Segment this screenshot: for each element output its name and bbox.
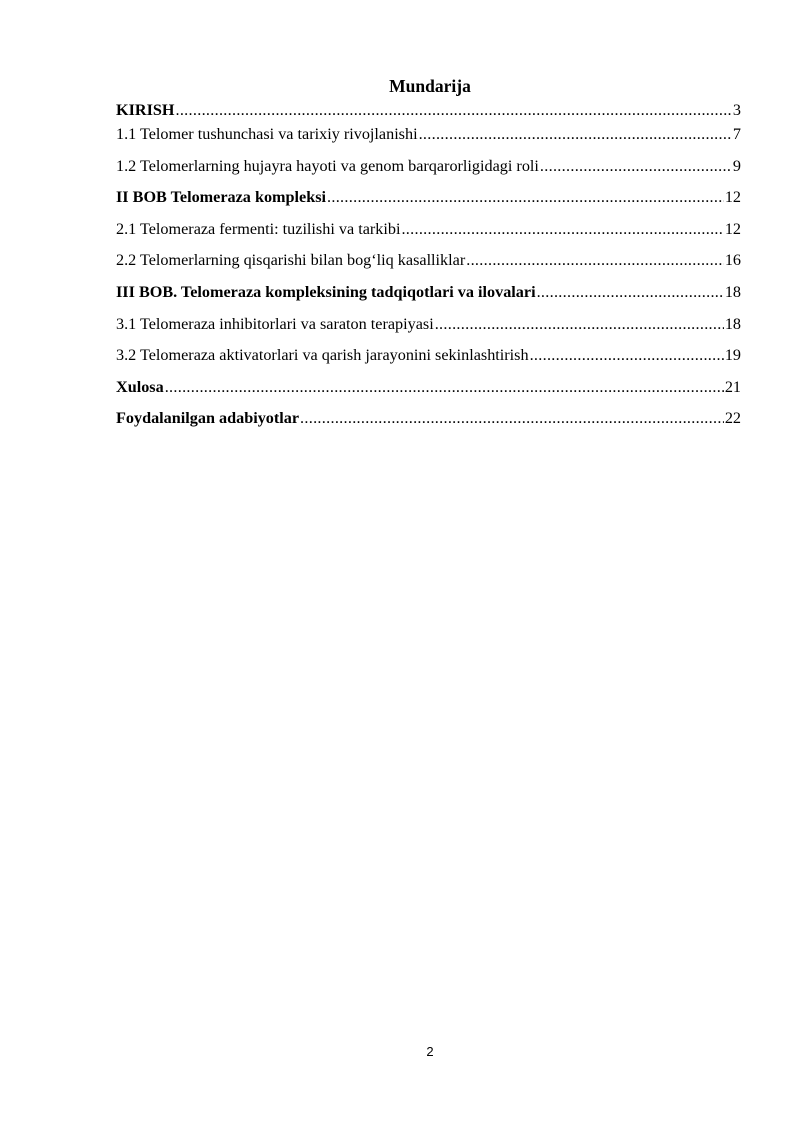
table-of-contents [116, 99, 741, 439]
toc-entry-label: 1.1 Telomer tushunchasi va tarixiy rivojlanishi [116, 125, 418, 143]
toc-entry-label: KIRISH [116, 101, 175, 119]
toc-title: Mundarija [389, 76, 471, 96]
toc-entry-page: 7 [732, 125, 741, 143]
toc-entry-1-2[interactable] [116, 155, 741, 187]
toc-entry-kirish[interactable] [116, 99, 741, 123]
toc-dot-leader [419, 123, 732, 145]
toc-entry-page: 12 [724, 219, 741, 238]
toc-dot-leader [530, 344, 724, 366]
toc-dot-leader [300, 407, 724, 429]
toc-entry-1-1[interactable] [116, 123, 741, 155]
toc-entry-label: III BOB. Telomeraza kompleksining tadqiqotlari va ilovalari [116, 282, 536, 301]
toc-entry-label: 2.1 Telomeraza fermenti: tuzilishi va tarkibi [116, 219, 401, 238]
toc-entry-bob-3[interactable] [116, 281, 741, 313]
toc-entry-label: 3.2 Telomeraza aktivatorlari va qarish jarayonini sekinlashtirish [116, 346, 529, 365]
toc-entry-label: Xulosa [116, 377, 164, 396]
toc-entry-page: 18 [724, 314, 741, 333]
toc-entry-adabiyotlar[interactable] [116, 407, 741, 439]
toc-entry-page: 18 [724, 282, 741, 301]
toc-entry-page: 22 [724, 409, 741, 428]
toc-dot-leader [540, 155, 732, 177]
toc-dot-leader [327, 186, 724, 208]
page-number: 2 [426, 1044, 434, 1059]
toc-dot-leader [537, 281, 724, 303]
toc-entry-page: 16 [724, 251, 741, 270]
toc-dot-leader [435, 313, 724, 335]
toc-entry-2-2[interactable] [116, 249, 741, 281]
toc-dot-leader [466, 249, 724, 271]
toc-entry-page: 3 [732, 101, 741, 119]
toc-dot-leader [401, 218, 723, 240]
toc-entry-page: 12 [724, 188, 741, 207]
toc-entry-3-1[interactable] [116, 313, 741, 345]
toc-entry-3-2[interactable] [116, 344, 741, 376]
toc-entry-page: 9 [732, 156, 741, 175]
toc-entry-label: 1.2 Telomerlarning hujayra hayoti va genom barqarorligidagi roli [116, 156, 539, 175]
toc-entry-label: Foydalanilgan adabiyotlar [116, 409, 300, 428]
toc-entry-page: 19 [724, 346, 741, 365]
toc-entry-label: II BOB Telomeraza kompleksi [116, 188, 327, 207]
toc-entry-2-1[interactable] [116, 218, 741, 250]
toc-entry-page: 21 [724, 377, 741, 396]
toc-dot-leader [175, 99, 731, 121]
toc-entry-xulosa[interactable] [116, 376, 741, 408]
toc-entry-bob-2[interactable] [116, 186, 741, 218]
toc-entry-label: 2.2 Telomerlarning qisqarishi bilan bog‘liq kasalliklar [116, 251, 466, 270]
toc-entry-label: 3.1 Telomeraza inhibitorlari va saraton terapiyasi [116, 314, 434, 333]
toc-dot-leader [165, 376, 724, 398]
